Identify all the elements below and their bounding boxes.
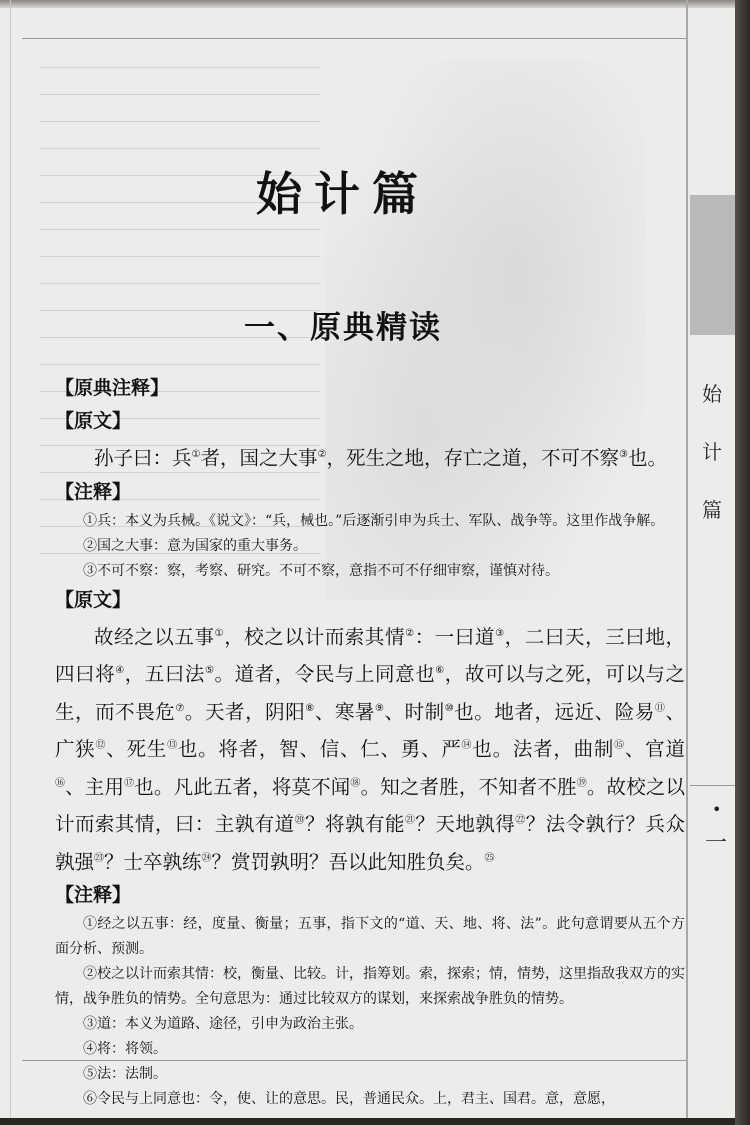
text-run: 、主用 xyxy=(65,775,125,798)
note-marker: ① xyxy=(191,449,201,460)
text-run: 。道者，令民与上同意也 xyxy=(214,662,436,686)
section-title: 一、原典精读 xyxy=(244,310,442,346)
side-char: 始 xyxy=(702,382,722,406)
side-char: 计 xyxy=(702,440,722,464)
book-edge xyxy=(735,0,750,1125)
note-marker: ⑦ xyxy=(175,702,185,714)
text-run: ？法令孰行？兵众孰强 xyxy=(55,812,685,873)
note-marker: ⑧ xyxy=(305,702,315,714)
note-marker: ① xyxy=(214,627,225,639)
label-notes: 【注释】 xyxy=(55,884,132,906)
text-run: ，二曰天，三曰地，四曰将 xyxy=(55,625,685,686)
label-original: 【原文】 xyxy=(55,588,132,611)
note-marker: ② xyxy=(317,449,327,460)
note-marker: ⑳ xyxy=(294,815,306,826)
note-marker: ④ xyxy=(115,665,125,676)
note-marker: ㉕ xyxy=(484,852,495,864)
label-notes: 【注释】 xyxy=(55,480,132,503)
note-paragraph: ③道：本义为道路、途径，引申为政治主张。 xyxy=(83,1016,363,1032)
text-run: 、寒暑 xyxy=(314,700,375,723)
text-run: 。知之者胜，不知者不胜 xyxy=(360,775,577,798)
text-run: 、死生 xyxy=(106,737,168,761)
page-top-shadow xyxy=(0,0,735,8)
side-chapter-title xyxy=(700,365,724,539)
text-run: ：一曰道 xyxy=(414,625,496,648)
text-run: ，五曰法 xyxy=(124,662,205,686)
label-original: 【原文】 xyxy=(55,410,132,432)
side-char: 篇 xyxy=(702,498,722,522)
label-annotated-original: 【原典注释】 xyxy=(55,377,170,399)
note-marker: ② xyxy=(405,627,415,639)
text-run: 孙子曰：兵 xyxy=(94,446,192,470)
text-run: 、官道 xyxy=(624,737,685,761)
text-run: 也。法者，曲制 xyxy=(472,737,615,761)
page-content xyxy=(55,372,685,1112)
text-run: ，故可以与之死，可以与之生，而不畏危 xyxy=(55,662,685,723)
text-run: ？赏罚孰明？吾以此知胜负矣。 xyxy=(211,850,485,873)
text-run: 也。地者，远近、险易 xyxy=(454,700,655,723)
text-run: ，死生之地，存亡之道，不可不察 xyxy=(326,446,619,470)
header-rule xyxy=(22,38,687,39)
note-marker: ⑨ xyxy=(375,702,385,714)
side-bullet: • xyxy=(712,800,722,819)
note-paragraph: ⑤法：法制。 xyxy=(83,1066,167,1082)
note-marker: ⑬ xyxy=(167,740,178,751)
text-run: 。故校之以计而索其情，曰：主孰有道 xyxy=(55,775,685,836)
text-run: 者，国之大事 xyxy=(200,446,318,470)
note-marker: ⑥ xyxy=(435,665,445,676)
note-marker: ⑱ xyxy=(350,777,361,789)
note-marker: ㉓ xyxy=(94,852,105,864)
note-paragraph: ①兵：本义为兵械。《说文》：“兵，械也。”后逐渐引申为兵士、军队、战争等。这里作战争解。 xyxy=(83,512,665,529)
note-marker: ⑮ xyxy=(614,740,625,751)
note-marker: ㉑ xyxy=(404,815,416,826)
side-column-rule xyxy=(686,0,688,1118)
text-run: 故经之以五事 xyxy=(94,625,215,648)
note-marker: ⑩ xyxy=(444,702,455,714)
note-marker: ⑤ xyxy=(205,665,215,676)
page-number: 一 xyxy=(705,831,728,856)
text-run: ？将孰有能 xyxy=(305,812,405,836)
text-run: ？士卒孰练 xyxy=(104,850,202,873)
note-marker: ㉔ xyxy=(201,852,212,864)
original-text-1 xyxy=(55,438,685,476)
note-marker: ⑯ xyxy=(55,777,66,789)
text-run: 也。凡此五者，将莫不闻 xyxy=(134,775,351,798)
note-marker: ⑰ xyxy=(124,777,135,789)
note-marker: ③ xyxy=(495,627,505,639)
note-marker: ③ xyxy=(618,449,628,460)
text-run: ？天地孰得 xyxy=(415,812,516,836)
side-separator xyxy=(690,785,735,786)
note-marker: ⑲ xyxy=(576,777,587,789)
text-run: 。天者，阴阳 xyxy=(184,700,306,723)
note-paragraph: ⑥令民与上同意也：令，使、让的意思。民，普通民众。上，君主、国君。意，意愿， xyxy=(83,1091,615,1107)
note-marker: ⑫ xyxy=(95,740,107,751)
text-run: 、时制 xyxy=(384,700,445,723)
note-paragraph: ③不可不察：察，考察、研究。不可不察，意指不可不仔细审察，谨慎对待。 xyxy=(83,562,559,579)
thumb-index-tab xyxy=(690,195,735,335)
text-run: 也。 xyxy=(627,446,667,470)
note-marker: ⑪ xyxy=(654,702,666,714)
note-marker: ⑭ xyxy=(461,740,473,751)
original-text-2 xyxy=(55,617,685,880)
note-paragraph: ②校之以计而索其情：校，衡量、比较。计，指筹划。索，探索；情，情势，这里指敌我双方的实情，战争胜负的情势。全句意思为：通过比较双方的谋划，来探索战争胜负的情势。 xyxy=(55,966,685,1007)
text-run: 也。将者，智、信、仁、勇、严 xyxy=(177,737,462,761)
note-marker: ㉒ xyxy=(515,815,526,826)
text-run: ，校之以计而索其情 xyxy=(224,625,406,648)
chapter-title: 始计篇 xyxy=(256,167,430,221)
note-paragraph: ④将：将领。 xyxy=(83,1041,167,1057)
text-run: 、广狭 xyxy=(55,700,685,761)
note-paragraph: ②国之大事：意为国家的重大事务。 xyxy=(83,537,307,554)
note-paragraph: ①经之以五事：经，度量、衡量；五事，指下文的“道、天、地、将、法”。此句意谓要从五个方面分析、预测。 xyxy=(55,916,685,957)
